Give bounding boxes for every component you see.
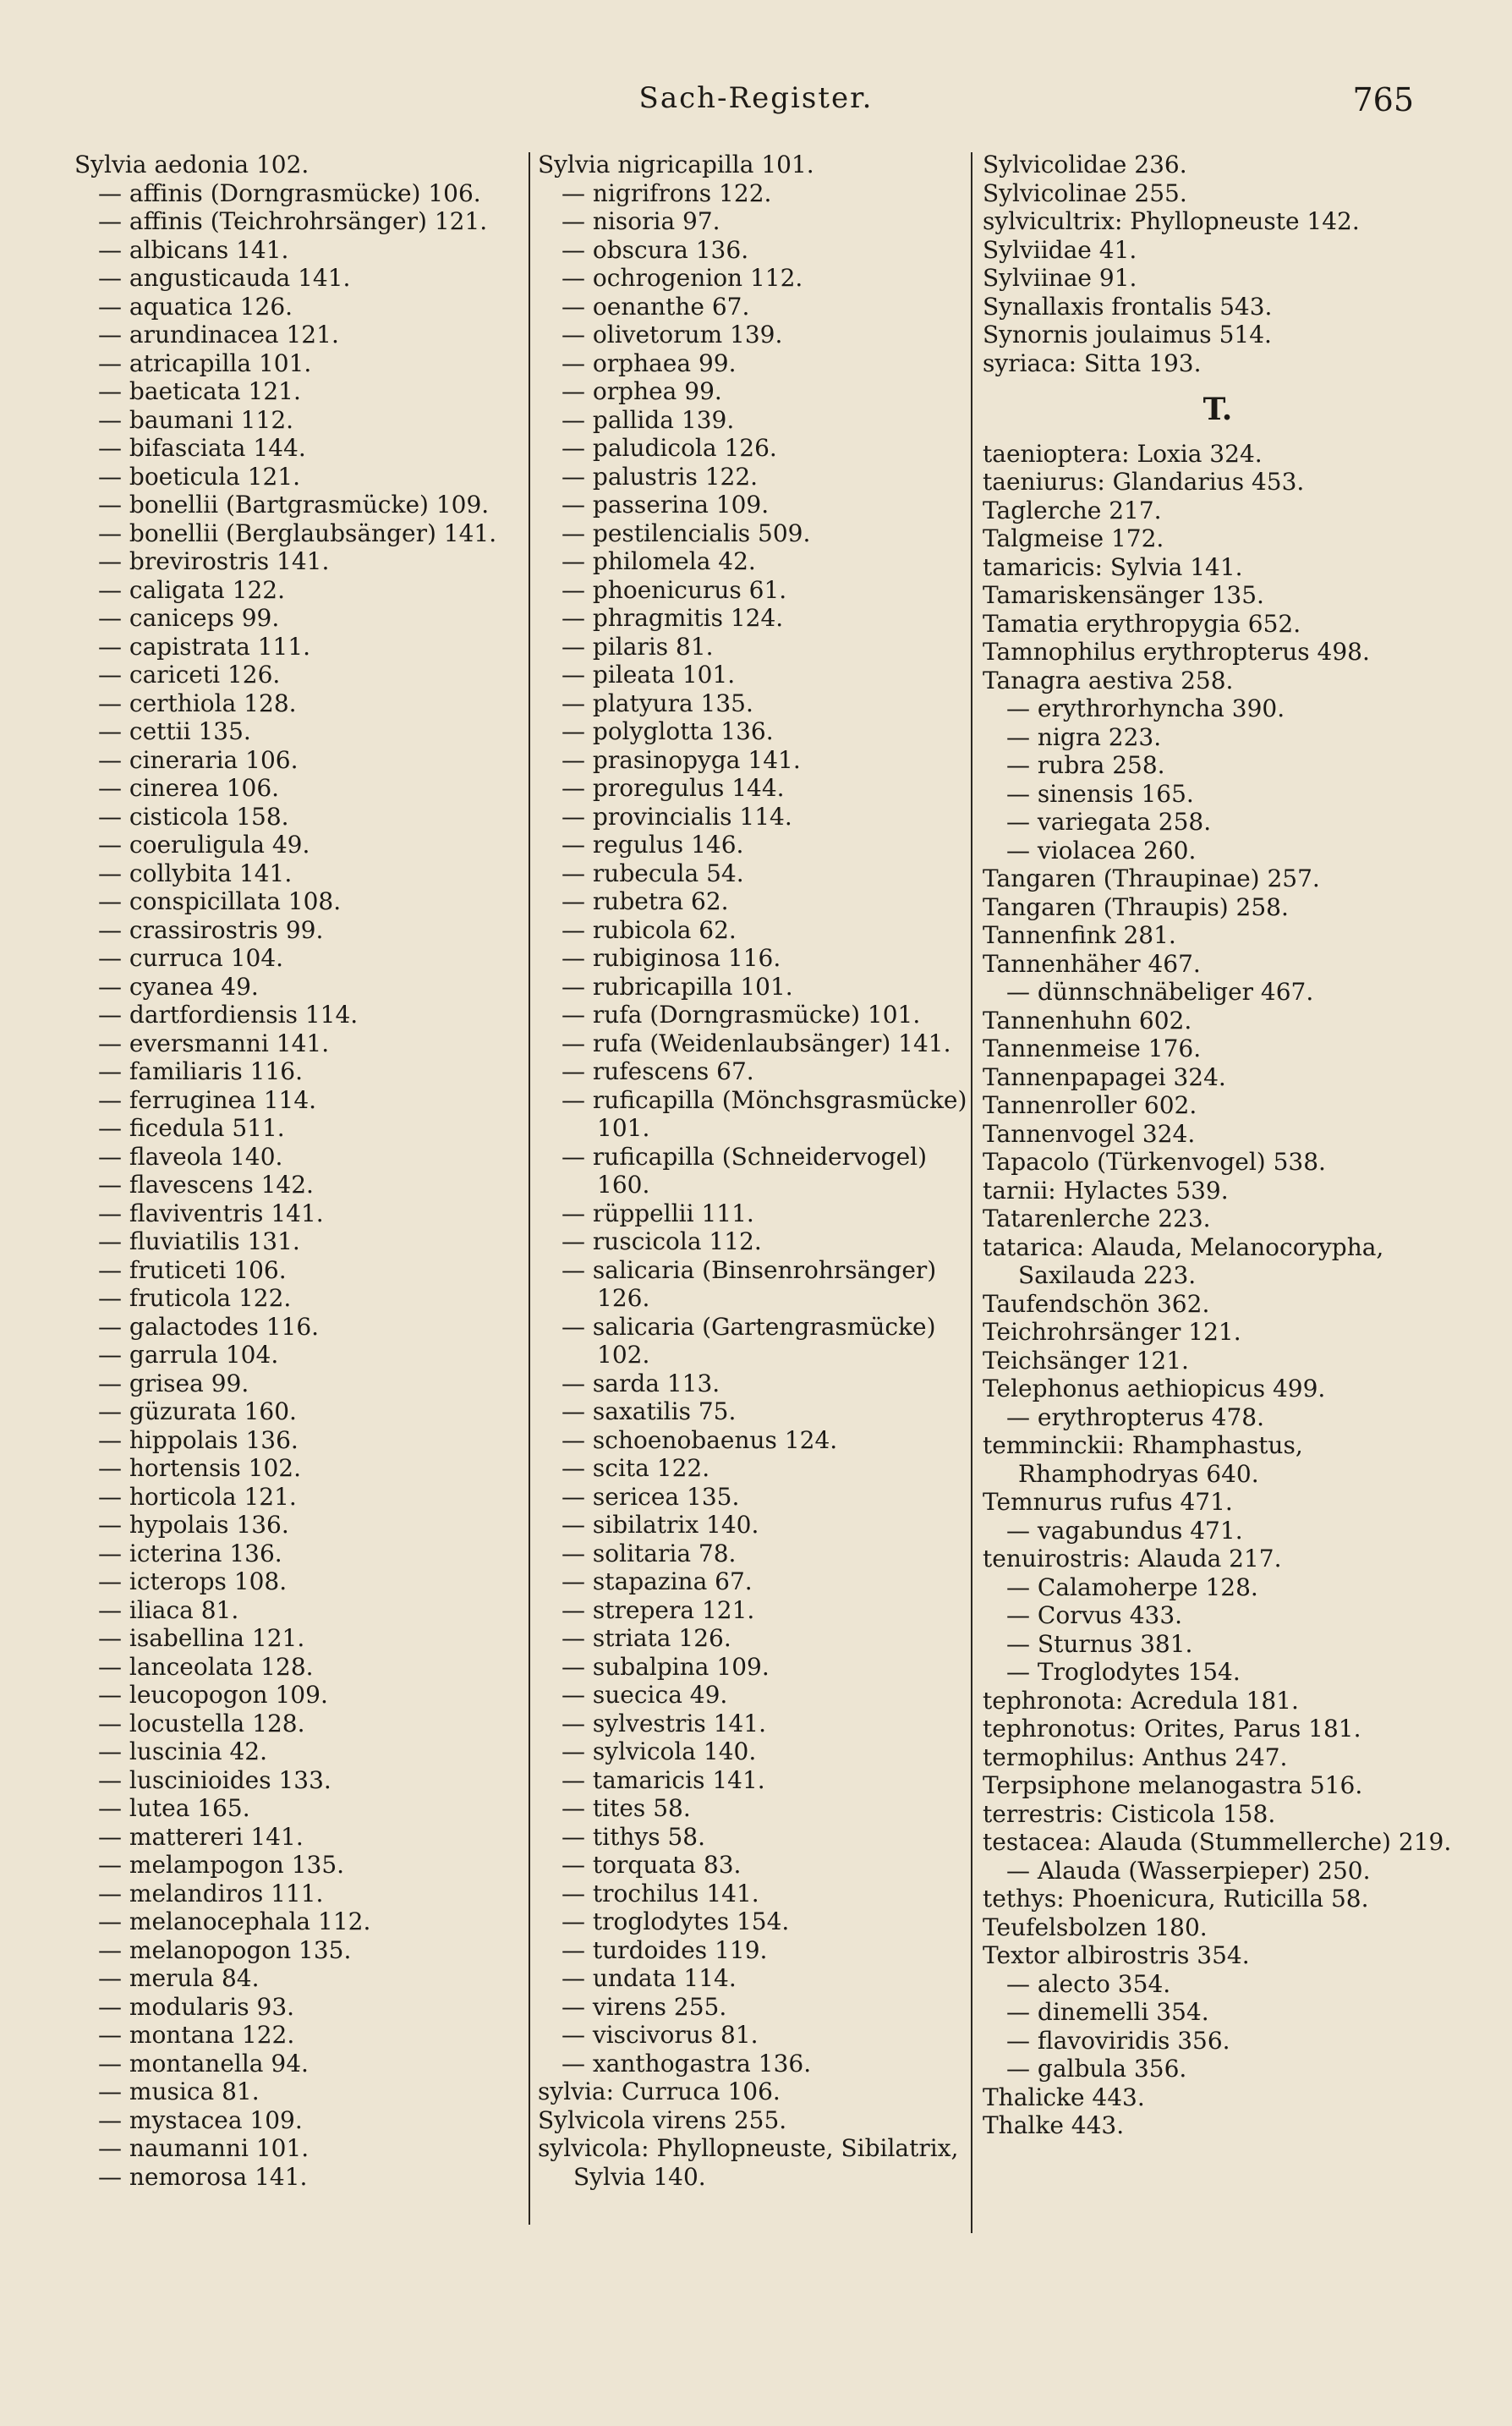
index-entry: — striata 126.	[562, 1624, 731, 1652]
index-entry: — palustris 122.	[562, 462, 759, 491]
index-entry: — montanella 94.	[98, 2049, 309, 2077]
index-entry: — rubecula 54.	[562, 859, 744, 887]
index-entry: — melanocephala 112.	[98, 1907, 371, 1935]
index-entry: — leucopogon 109.	[98, 1681, 328, 1709]
index-entry: testacea: Alauda (Stummellerche) 219.	[983, 1828, 1452, 1856]
index-entry: — polyglotta 136.	[562, 717, 774, 745]
index-entry: — sylvestris 141.	[562, 1709, 767, 1737]
index-entry: — rubricapilla 101.	[562, 972, 793, 1001]
index-entry: Taufendschön 362.	[983, 1289, 1210, 1318]
index-entry: — hortensis 102.	[98, 1454, 301, 1482]
index-entry: Telephonus aethiopicus 499.	[983, 1375, 1326, 1402]
index-entry: — sinensis 165.	[1006, 779, 1194, 808]
index-entry: — bifasciata 144.	[98, 434, 306, 462]
index-entry: tephronota: Acredula 181.	[983, 1686, 1299, 1715]
index-entry: — pileata 101.	[562, 661, 736, 689]
index-column-2	[538, 151, 971, 2191]
index-entry: Tannenroller 602.	[983, 1091, 1197, 1119]
index-entry: Temnurus rufus 471.	[983, 1488, 1233, 1516]
section-letter: T.	[1202, 392, 1233, 427]
index-entry: — Alauda (Wasserpieper) 250.	[1006, 1856, 1371, 1885]
index-entry: — erythrorhyncha 390.	[1006, 694, 1285, 722]
index-entry: — icterina 136.	[98, 1539, 282, 1567]
index-entry: — galbula 356.	[1006, 2055, 1187, 2083]
index-entry: — flaviventris 141.	[98, 1199, 324, 1227]
index-entry: — torquata 83.	[562, 1851, 742, 1879]
index-entry: — ferruginea 114.	[98, 1085, 317, 1114]
index-entry: — mystacea 109.	[98, 2105, 303, 2134]
index-entry: Tannenmeise 176.	[983, 1035, 1202, 1062]
index-entry: Teichsänger 121.	[983, 1346, 1189, 1375]
index-entry: terrestris: Cisticola 158.	[983, 1799, 1276, 1828]
index-column-3-bottom	[983, 440, 1453, 2140]
index-entry: tethys: Phoenicura, Ruticilla 58.	[983, 1885, 1369, 1913]
index-entry: — subalpina 109.	[562, 1652, 770, 1681]
index-entry: — schoenobaenus 124.	[562, 1425, 838, 1454]
index-entry: — cinerea 106.	[98, 774, 280, 802]
index-entry: tatarica: Alauda, Melanocorypha, Saxilauda 223.	[983, 1232, 1384, 1289]
index-entry: — nigra 223.	[1006, 722, 1162, 751]
index-entry: — turdoides 119.	[562, 1935, 768, 1964]
column-rule	[971, 152, 972, 2233]
index-entry: — modularis 93.	[98, 1992, 295, 2021]
index-entry: — viscivorus 81.	[562, 2021, 759, 2049]
index-entry: — brevirostris 141.	[98, 547, 330, 575]
index-column-3-top	[983, 151, 1453, 377]
index-entry: — rüppellii 111.	[562, 1199, 754, 1227]
index-entry: — collybita 141.	[98, 859, 293, 887]
index-entry: — dinemelli 354.	[1006, 1998, 1209, 2026]
index-entry: — ruficapilla (Schneidervogel) 160.	[562, 1142, 928, 1199]
index-entry: — naumanni 101.	[98, 2134, 310, 2162]
index-column-1	[74, 151, 519, 2191]
index-entry: tephronotus: Orites, Parus 181.	[983, 1715, 1361, 1743]
index-entry: — flavescens 142.	[98, 1171, 314, 1199]
index-entry: — coeruligula 49.	[98, 831, 310, 859]
index-entry: — philomela 42.	[562, 547, 756, 575]
index-entry: — lanceolata 128.	[98, 1652, 314, 1681]
index-entry: — luscinioides 133.	[98, 1765, 331, 1794]
index-entry: — melandiros 111.	[98, 1879, 324, 1907]
index-entry: — stapazina 67.	[562, 1567, 753, 1595]
index-entry: — rubra 258.	[1006, 751, 1165, 779]
index-entry: — isabellina 121.	[98, 1624, 305, 1652]
running-head: Sach-Register.	[638, 81, 874, 115]
index-entry: — violacea 260.	[1006, 836, 1197, 864]
index-entry: — güzurata 160.	[98, 1397, 297, 1425]
index-entry: — proregulus 144.	[562, 774, 785, 802]
index-entry: Terpsiphone melanogastra 516.	[983, 1771, 1363, 1799]
index-entry: Tannenhuhn 602.	[983, 1006, 1192, 1035]
index-entry: Textor albirostris 354.	[983, 1941, 1250, 1969]
index-entry: — hypolais 136.	[98, 1511, 289, 1539]
index-entry: Tangaren (Thraupinae) 257.	[983, 864, 1320, 892]
index-entry: — melanopogon 135.	[98, 1935, 352, 1964]
index-entry: — cettii 135.	[98, 717, 251, 745]
index-entry: — nemorosa 141.	[98, 2162, 308, 2191]
index-entry: — curruca 104.	[98, 944, 284, 972]
index-entry: — scita 122.	[562, 1454, 710, 1482]
index-entry: — caniceps 99.	[98, 604, 280, 632]
index-entry: — dartfordiensis 114.	[98, 1001, 359, 1029]
index-entry: — trochilus 141.	[562, 1879, 759, 1907]
index-entry: — merula 84.	[98, 1964, 260, 1992]
index-entry: — conspicillata 108.	[98, 887, 342, 915]
index-entry: — eversmanni 141.	[98, 1029, 330, 1057]
index-entry: — flaveola 140.	[98, 1142, 283, 1171]
index-entry: — orphea 99.	[562, 377, 722, 405]
index-entry: — caligata 122.	[98, 575, 285, 604]
index-entry: — lutea 165.	[98, 1794, 250, 1822]
index-entry: — sarda 113.	[562, 1369, 720, 1397]
index-entry: — baumani 112.	[98, 405, 294, 434]
index-entry: termophilus: Anthus 247.	[983, 1743, 1288, 1771]
index-entry: — regulus 146.	[562, 831, 744, 859]
index-entry: tenuirostris: Alauda 217.	[983, 1545, 1282, 1573]
index-entry: Sylviinae 91.	[983, 264, 1137, 292]
index-entry: Tannenpapagei 324.	[983, 1062, 1226, 1091]
index-entry: — xanthogastra 136.	[562, 2049, 812, 2077]
index-entry: — musica 81.	[98, 2077, 260, 2105]
index-entry: — rufa (Dorngrasmücke) 101.	[562, 1001, 921, 1029]
index-entry: — ochrogenion 112.	[562, 264, 803, 292]
index-entry: — atricapilla 101.	[98, 349, 312, 377]
index-entry: syriaca: Sitta 193.	[983, 349, 1202, 377]
index-entry: — orphaea 99.	[562, 349, 737, 377]
index-entry: Tanagra aestiva 258.	[983, 666, 1234, 694]
index-entry: sylvicola: Phyllopneuste, Sibilatrix, Sylvia 140.	[538, 2134, 959, 2191]
index-entry: — crassirostris 99.	[98, 915, 324, 944]
index-entry: — undata 114.	[562, 1964, 737, 1992]
index-entry: — albicans 141.	[98, 235, 289, 264]
index-entry: — provincialis 114.	[562, 802, 792, 831]
index-entry: Tatarenlerche 223.	[983, 1205, 1211, 1232]
index-entry: — oenanthe 67.	[562, 292, 750, 321]
index-entry: — nigrifrons 122.	[562, 178, 772, 207]
index-entry: — rubiginosa 116.	[562, 944, 781, 972]
index-entry: — nisoria 97.	[562, 207, 720, 235]
index-entry: — saxatilis 75.	[562, 1397, 737, 1425]
index-entry: — locustella 128.	[98, 1709, 305, 1737]
index-entry: — pestilencialis 509.	[562, 519, 811, 547]
index-entry: — melampogon 135.	[98, 1851, 345, 1879]
index-entry: — cisticola 158.	[98, 802, 289, 831]
index-entry: — cyanea 49.	[98, 972, 259, 1001]
index-entry: — tamaricis 141.	[562, 1765, 765, 1794]
index-entry: — Sturnus 381.	[1006, 1629, 1193, 1658]
index-entry: — salicaria (Gartengrasmücke) 102.	[562, 1312, 936, 1369]
index-entry: Tannenfink 281.	[983, 921, 1176, 949]
index-entry: — mattereri 141.	[98, 1822, 304, 1851]
index-entry: — capistrata 111.	[98, 632, 311, 661]
index-entry: — bonellii (Berglaubsänger) 141.	[98, 519, 497, 547]
index-entry: Tannenhäher 467.	[983, 949, 1201, 978]
index-entry: Sylviidae 41.	[983, 235, 1137, 264]
index-entry: — troglodytes 154.	[562, 1907, 790, 1935]
index-entry: — affinis (Teichrohrsänger) 121.	[98, 207, 488, 235]
index-entry: tamaricis: Sylvia 141.	[983, 552, 1243, 581]
index-entry: — affinis (Dorngrasmücke) 106.	[98, 178, 481, 207]
index-entry: — rubetra 62.	[562, 887, 729, 915]
index-entry: — olivetorum 139.	[562, 321, 783, 349]
page-number: 765	[1352, 81, 1414, 118]
index-entry: — certhiola 128.	[98, 689, 297, 717]
index-entry: — sericea 135.	[562, 1482, 740, 1511]
index-column-3	[983, 151, 1453, 2140]
index-entry: Sylvicolidae 236.	[983, 151, 1187, 178]
index-entry: temminckii: Rhamphastus, Rhamphodryas 640.	[983, 1431, 1303, 1488]
index-entry: sylvicultrix: Phyllopneuste 142.	[983, 207, 1360, 235]
index-entry: Tapacolo (Türkenvogel) 538.	[983, 1148, 1326, 1176]
index-entry: — sylvicola 140.	[562, 1737, 757, 1765]
index-entry: — bonellii (Bartgrasmücke) 109.	[98, 491, 490, 519]
index-entry: — montana 122.	[98, 2021, 295, 2049]
index-entry: — angusticauda 141.	[98, 264, 351, 292]
index-entry: Teichrohrsänger 121.	[983, 1318, 1241, 1346]
index-entry: — pallida 139.	[562, 405, 735, 434]
index-entry: — paludicola 126.	[562, 434, 777, 462]
index-entry: — Calamoherpe 128.	[1006, 1573, 1258, 1601]
index-entry: Talgmeise 172.	[983, 524, 1164, 552]
index-entry: — arundinacea 121.	[98, 321, 339, 349]
index-entry: — baeticata 121.	[98, 377, 301, 405]
index-entry: — phragmitis 124.	[562, 604, 784, 632]
index-entry: — fruticola 122.	[98, 1284, 292, 1312]
index-entry: sylvia: Curruca 106.	[538, 2077, 781, 2105]
index-entry: — ficedula 511.	[98, 1114, 285, 1142]
index-entry: — fruticeti 106.	[98, 1255, 287, 1284]
index-entry: — pilaris 81.	[562, 632, 714, 661]
index-entry: Thalke 443.	[983, 2111, 1125, 2139]
index-entry: — galactodes 116.	[98, 1312, 320, 1341]
index-entry: Sylvicola virens 255.	[538, 2105, 787, 2134]
index-entry: — familiaris 116.	[98, 1057, 304, 1085]
index-entry: Synallaxis frontalis 543.	[983, 292, 1273, 321]
index-entry: — Corvus 433.	[1006, 1601, 1183, 1629]
index-entry: Teufelsbolzen 180.	[983, 1913, 1208, 1941]
index-entry: — obscura 136.	[562, 235, 749, 264]
index-entry: Tannenvogel 324.	[983, 1119, 1196, 1148]
index-entry: — tites 58.	[562, 1794, 691, 1822]
index-entry: — fluviatilis 131.	[98, 1227, 300, 1255]
index-entry: — hippolais 136.	[98, 1425, 299, 1454]
index-entry: Synornis joulaimus 514.	[983, 321, 1272, 349]
index-entry: — horticola 121.	[98, 1482, 297, 1511]
index-entry: — variegata 258.	[1006, 808, 1212, 836]
index-entry: Sylvicolinae 255.	[983, 178, 1187, 207]
index-entry: Sylvia nigricapilla 101.	[538, 151, 814, 178]
index-entry: Sylvia aedonia 102.	[74, 151, 310, 178]
index-entry: Taglerche 217.	[983, 496, 1162, 524]
index-entry: Tamariskensänger 135.	[983, 581, 1264, 609]
index-entry: — cariceti 126.	[98, 661, 281, 689]
index-entry: — suecica 49.	[562, 1681, 728, 1709]
index-entry: — boeticula 121.	[98, 462, 301, 491]
index-entry: — rufa (Weidenlaubsänger) 141.	[562, 1029, 951, 1057]
column-rule	[529, 152, 530, 2225]
index-entry: — alecto 354.	[1006, 1969, 1171, 1998]
index-entry: — iliaca 81.	[98, 1595, 239, 1624]
index-entry: — tithys 58.	[562, 1822, 706, 1851]
index-entry: Tamatia erythropygia 652.	[983, 609, 1301, 638]
index-entry: Thalicke 443.	[983, 2083, 1145, 2111]
index-entry: — luscinia 42.	[98, 1737, 268, 1765]
index-entry: — grisea 99.	[98, 1369, 249, 1397]
index-entry: — rufescens 67.	[562, 1057, 754, 1085]
index-entry: — ruscicola 112.	[562, 1227, 762, 1255]
index-entry: tarnii: Hylactes 539.	[983, 1176, 1229, 1205]
index-entry: — virens 255.	[562, 1992, 727, 2021]
index-entry: — flavoviridis 356.	[1006, 2026, 1230, 2055]
index-entry: — sibilatrix 140.	[562, 1511, 759, 1539]
index-entry: — salicaria (Binsenrohrsänger) 126.	[562, 1255, 937, 1312]
index-entry: taeniopterа: Loxia 324.	[983, 439, 1263, 468]
index-entry: — platyura 135.	[562, 689, 753, 717]
index-entry: — passerina 109.	[562, 491, 770, 519]
index-entry: — icterops 108.	[98, 1567, 288, 1595]
index-entry: — aquatica 126.	[98, 292, 293, 321]
index-entry: — phoenicurus 61.	[562, 575, 787, 604]
index-entry: — dünnschnäbeliger 467.	[1006, 978, 1314, 1006]
index-entry: — erythropterus 478.	[1006, 1402, 1264, 1431]
index-entry: — solitaria 78.	[562, 1539, 737, 1567]
index-entry: — rubicola 62.	[562, 915, 737, 944]
index-entry: — Troglodytes 154.	[1006, 1658, 1241, 1686]
index-entry: — ruficapilla (Mönchsgrasmücke) 101.	[562, 1085, 967, 1142]
index-entry: Tamnophilus erythropterus 498.	[983, 638, 1370, 666]
index-entry: Tangaren (Thraupis) 258.	[983, 892, 1289, 921]
index-entry: — strepera 121.	[562, 1595, 755, 1624]
index-entry: — garrula 104.	[98, 1341, 279, 1369]
index-entry: taeniurus: Glandarius 453.	[983, 468, 1305, 496]
index-entry: — prasinopyga 141.	[562, 745, 801, 774]
index-entry: — cineraria 106.	[98, 745, 299, 774]
index-entry: — vagabundus 471.	[1006, 1516, 1243, 1545]
